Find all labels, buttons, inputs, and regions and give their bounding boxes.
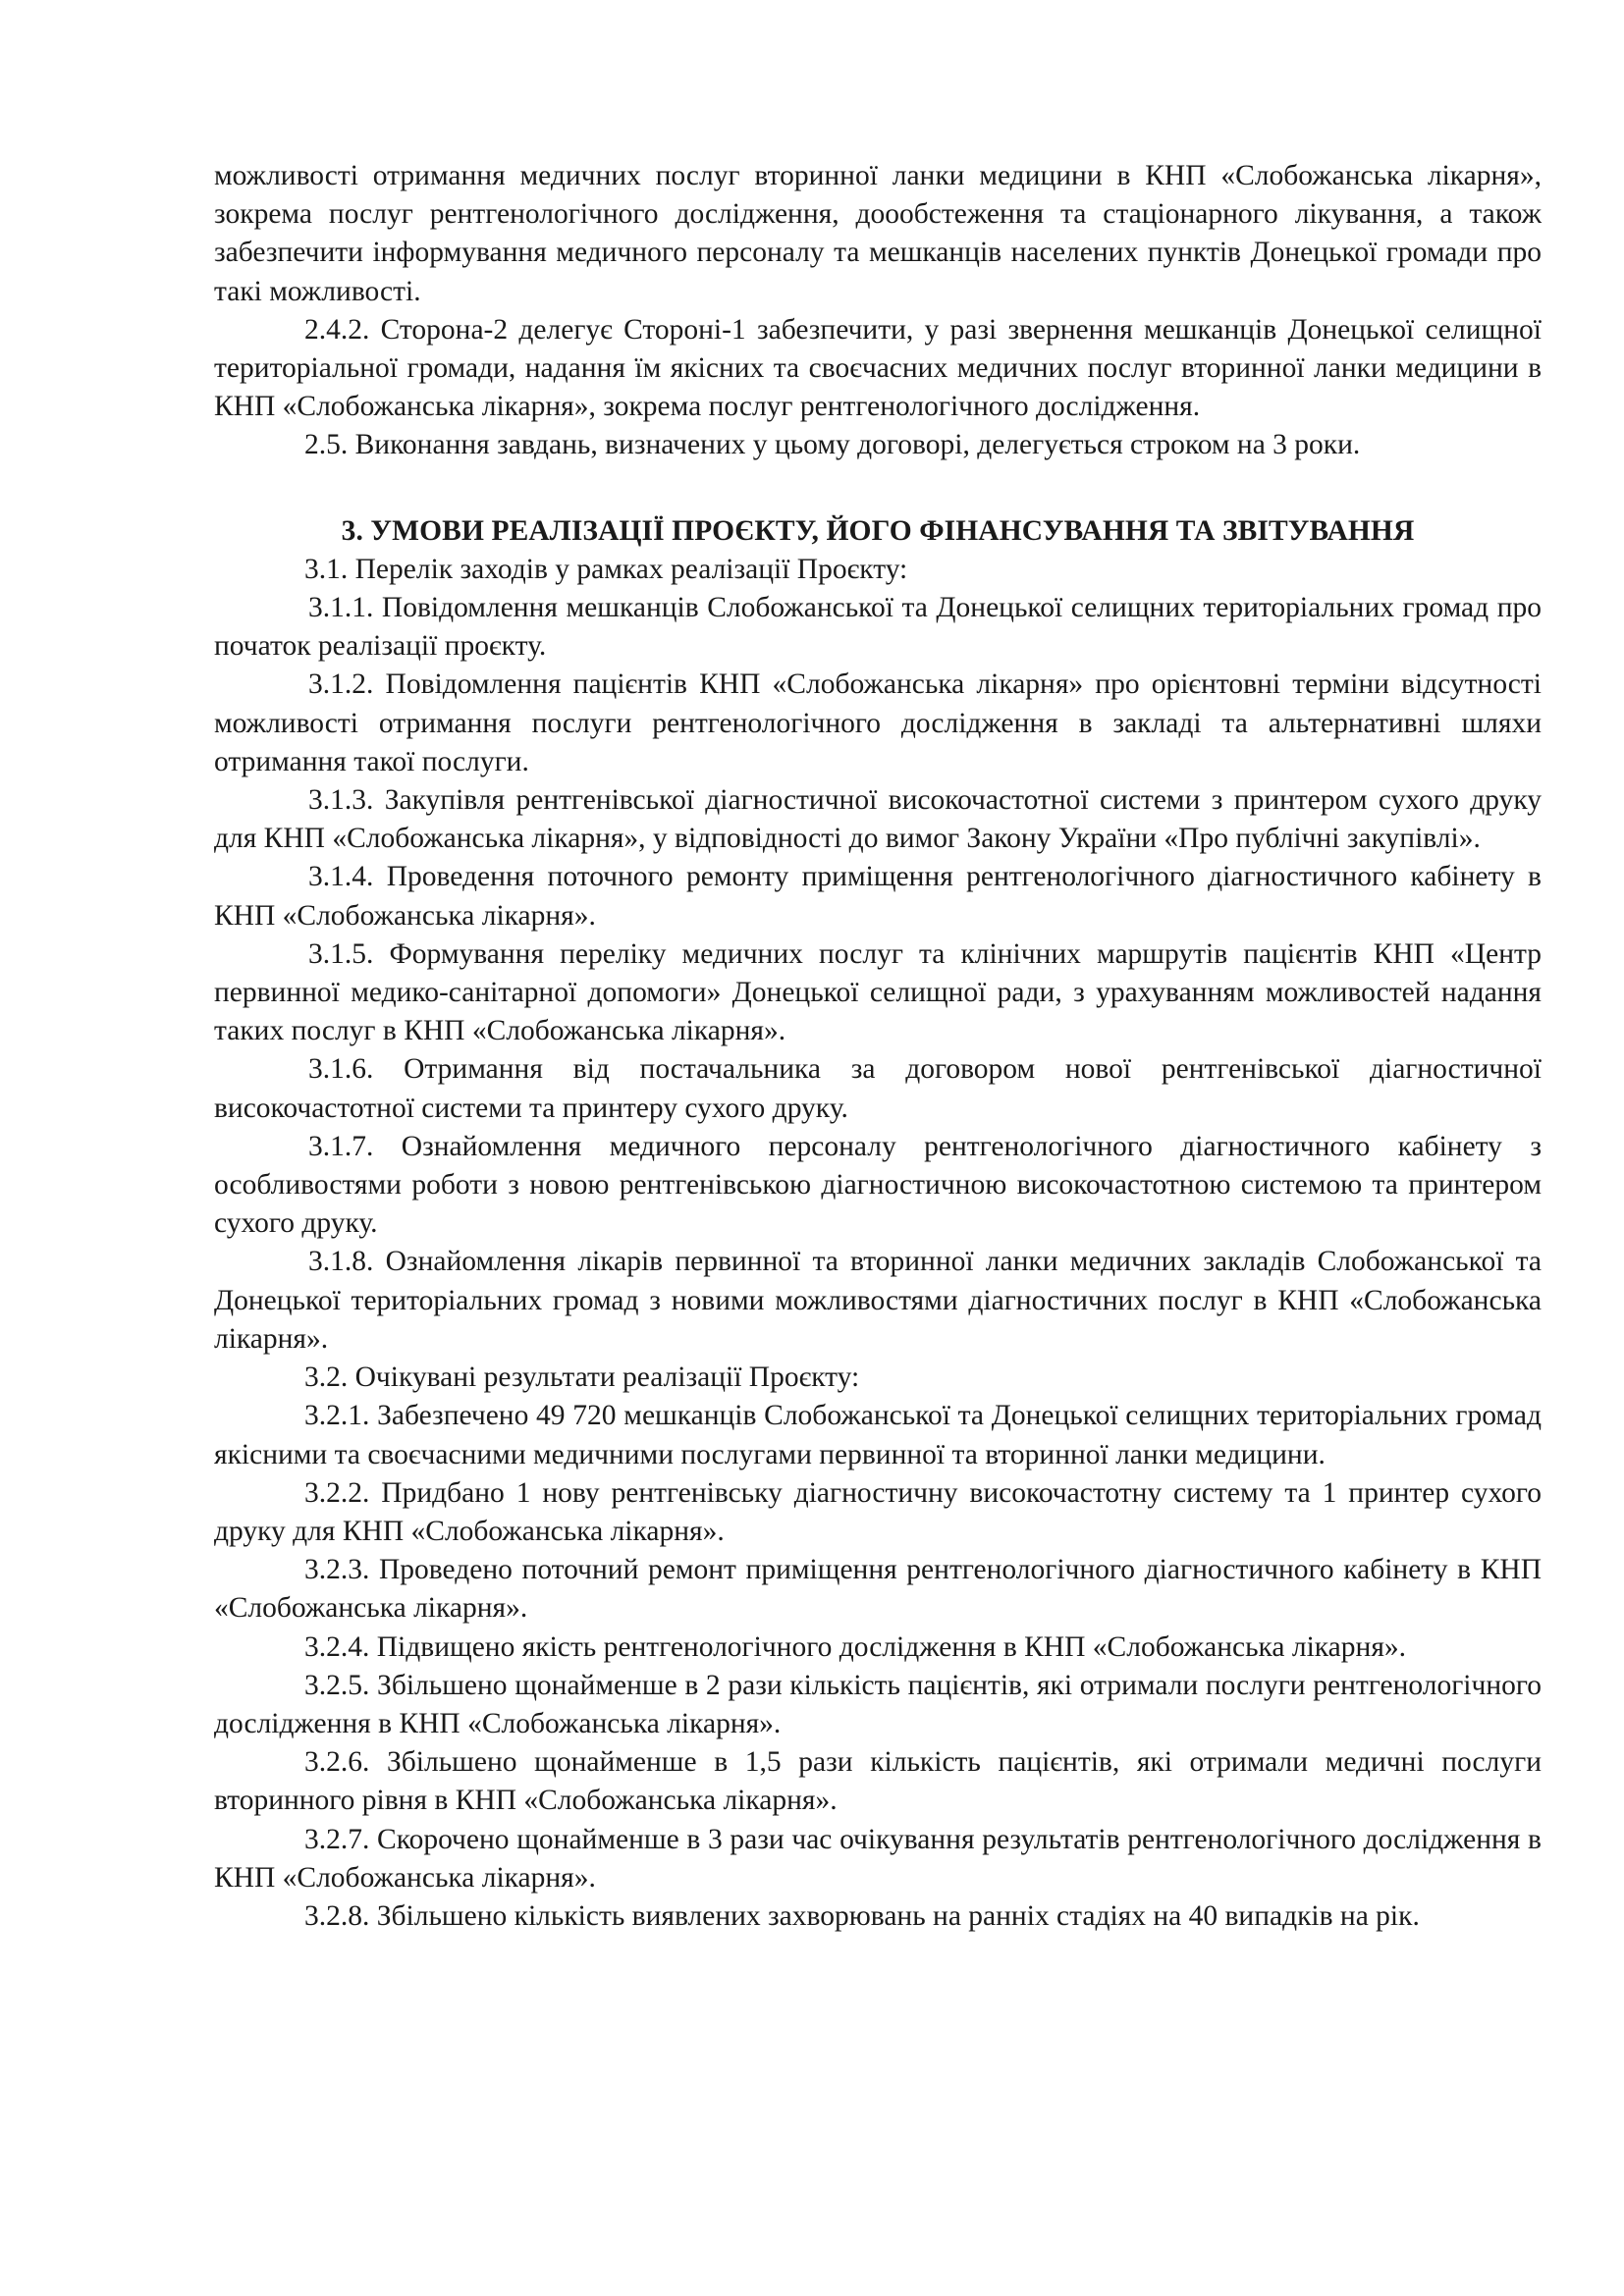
paragraph-3-2-6: 3.2.6. Збільшено щонайменше в 1,5 рази кількість пацієнтів, які отримали медичні послуги вторинного рівня в КНП «Слобожанська лікарня».: [214, 1746, 1542, 1817]
paragraph-2-4-2: 2.4.2. Сторона-2 делегує Стороні-1 забезпечити, у разі звернення мешканців Донецької селищної територіальної громади, надання їм якісних та своєчасних медичних послуг вторинної ланки медицини в КНП «Слобожанська лікарня», зокрема послуг рентгенологічного дослідження.: [214, 313, 1542, 423]
paragraph-3-1-1: 3.1.1. Повідомлення мешканців Слобожанської та Донецької селищних територіальних громад про початок реалізації проєкту.: [214, 592, 1542, 663]
paragraph-3-1-2: 3.1.2. Повідомлення пацієнтів КНП «Слобожанська лікарня» про орієнтовні терміни відсутності можливості отримання послуги рентгенологічного дослідження в закладі та альтернативні шляхи отримання такої послуги.: [214, 668, 1542, 777]
paragraph-3-2-5: 3.2.5. Збільшено щонайменше в 2 рази кількість пацієнтів, які отримали послуги рентгенологічного дослідження в КНП «Слобожанська лікарня».: [214, 1669, 1542, 1739]
paragraph-3-2-2: 3.2.2. Придбано 1 нову рентгенівську діагностичну високочастотну систему та 1 принтер сухого друку для КНП «Слобожанська лікарня».: [214, 1476, 1542, 1547]
paragraph-3-1: 3.1. Перелік заходів у рамках реалізації Проєкту:: [304, 553, 908, 585]
paragraph-continuation: можливості отримання медичних послуг вторинної ланки медицини в КНП «Слобожанська лікарня», зокрема послуг рентгенологічного дослідження, доообстеження та стаціонарного лікування, а також забезпечити інформування медичного персоналу та мешканців населених пунктів Донецької громади про такі можливості.: [214, 160, 1542, 307]
paragraph-3-2-8: 3.2.8. Збільшено кількість виявлених захворювань на ранніх стадіях на 40 випадків на рік.: [304, 1899, 1420, 1932]
paragraph-3-1-6: 3.1.6. Отримання від постачальника за договором нової рентгенівської діагностичної високочастотної системи та принтеру сухого друку.: [214, 1053, 1542, 1124]
paragraph-2-5: 2.5. Виконання завдань, визначених у цьому договорі, делегується строком на 3 роки.: [304, 429, 1361, 461]
paragraph-3-2-1: 3.2.1. Забезпечено 49 720 мешканців Слобожанської та Донецької селищних територіальних громад якісними та своєчасними медичними послугами первинної та вторинної ланки медицини.: [214, 1400, 1542, 1470]
paragraph-3-1-5: 3.1.5. Формування переліку медичних послуг та клінічних маршрутів пацієнтів КНП «Центр первинної медико-санітарної допомоги» Донецької селищної ради, з урахуванням можливостей надання таких послуг в КНП «Слобожанська лікарня».: [214, 937, 1542, 1047]
paragraph-3-2-4: 3.2.4. Підвищено якість рентгенологічного дослідження в КНП «Слобожанська лікарня».: [304, 1630, 1407, 1663]
paragraph-3-1-3: 3.1.3. Закупівля рентгенівської діагностичної високочастотної системи з принтером сухого друку для КНП «Слобожанська лікарня», у відповідності до вимог Закону України «Про публічні закупівлі».: [214, 784, 1542, 855]
paragraph-3-2-3: 3.2.3. Проведено поточний ремонт приміщення рентгенологічного діагностичного кабінету в КНП «Слобожанська лікарня».: [214, 1554, 1542, 1625]
section-heading-3: 3. УМОВИ РЕАЛІЗАЦІЇ ПРОЄКТУ, ЙОГО ФІНАНСУВАННЯ ТА ЗВІТУВАННЯ: [341, 514, 1415, 547]
paragraph-3-2-7: 3.2.7. Скорочено щонайменше в 3 рази час очікування результатів рентгенологічного дослідження в КНП «Слобожанська лікарня».: [214, 1823, 1542, 1894]
paragraph-3-2: 3.2. Очікувані результати реалізації Проєкту:: [304, 1362, 860, 1394]
paragraph-3-1-8: 3.1.8. Ознайомлення лікарів первинної та вторинної ланки медичних закладів Слобожанської та Донецької територіальних громад з новими можливостями діагностичних послуг в КНП «Слобожанська лікарня».: [214, 1246, 1542, 1355]
paragraph-3-1-7: 3.1.7. Ознайомлення медичного персоналу рентгенологічного діагностичного кабінету з особливостями роботи з новою рентгенівською діагностичною високочастотною системою та принтером сухого друку.: [214, 1130, 1542, 1240]
paragraph-3-1-4: 3.1.4. Проведення поточного ремонту приміщення рентгенологічного діагностичного кабінету в КНП «Слобожанська лікарня».: [214, 861, 1542, 932]
document-page: [214, 157, 1542, 1936]
